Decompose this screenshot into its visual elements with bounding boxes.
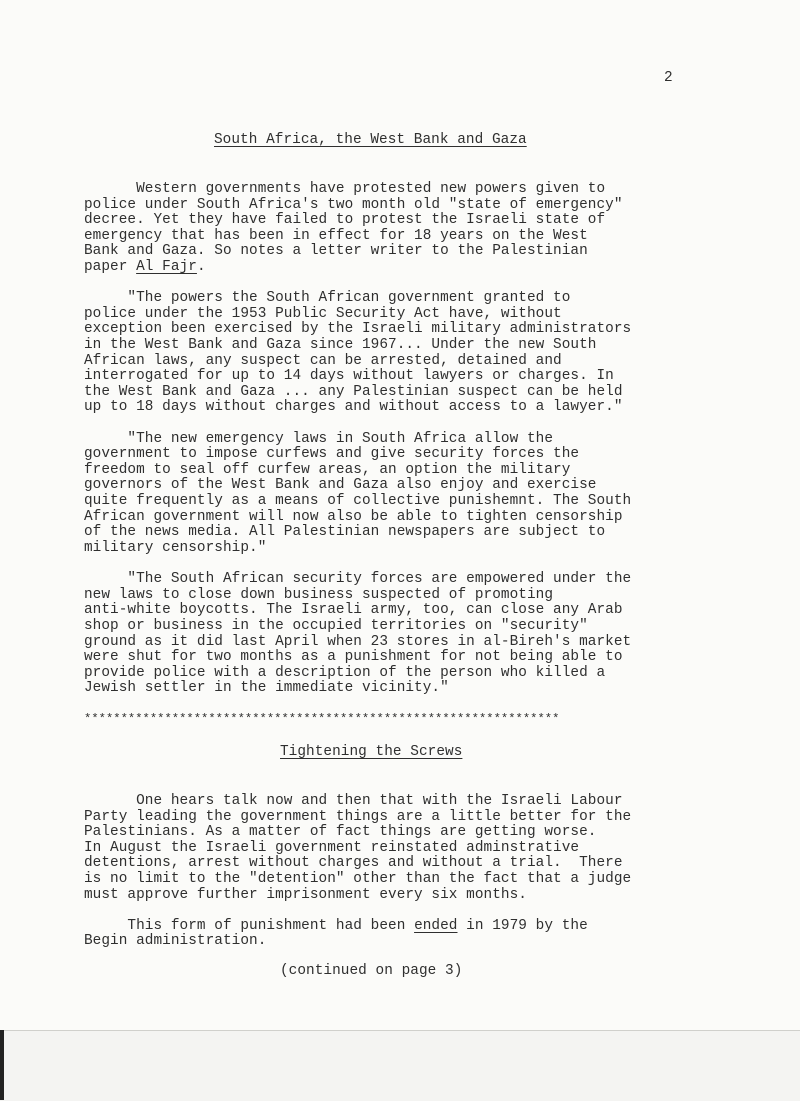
text-line: In August the Israeli government reinstated adminstrative: [84, 840, 580, 856]
text-line: police under South Africa's two month old "state of emergency": [84, 197, 623, 213]
text-line: exception been exercised by the Israeli military administrators: [84, 321, 632, 337]
underlined-word: ended: [414, 918, 458, 934]
text-line: detentions, arrest without charges and without a trial. There: [84, 855, 623, 871]
asterisk-separator: *****************************************************************: [84, 712, 560, 726]
scan-background: [0, 1030, 800, 1101]
text-fragment: This form of punishment had been: [84, 918, 415, 934]
text-line: new laws to close down business suspected of promoting: [84, 587, 554, 603]
text-line: Begin administration.: [84, 933, 267, 949]
text-line: "The new emergency laws in South Africa allow the: [84, 431, 554, 447]
text-line: governors of the West Bank and Gaza also enjoy and exercise: [84, 477, 597, 493]
article-title-tightening-screws: Tightening the Screws: [280, 744, 463, 760]
text-line: the West Bank and Gaza ... any Palestinian suspect can be held: [84, 384, 623, 400]
continued-note: (continued on page 3): [280, 963, 463, 979]
text-line: freedom to seal off curfew areas, an option the military: [84, 462, 571, 478]
article-title-south-africa: South Africa, the West Bank and Gaza: [214, 132, 527, 148]
text-line: shop or business in the occupied territories on "security": [84, 618, 588, 634]
page-number: 2: [664, 70, 673, 86]
text-line: in the West Bank and Gaza since 1967... Under the new South: [84, 337, 597, 353]
text-line: up to 18 days without charges and without access to a lawyer.": [84, 399, 623, 415]
text-line: Bank and Gaza. So notes a letter writer to the Palestinian: [84, 243, 588, 259]
text-line: quite frequently as a means of collective punishemnt. The South: [84, 493, 632, 509]
text-line: decree. Yet they have failed to protest the Israeli state of: [84, 212, 606, 228]
text-line: police under the 1953 Public Security Act have, without: [84, 306, 562, 322]
text-line: Party leading the government things are a little better for the: [84, 809, 632, 825]
newspaper-name: Al Fajr: [136, 259, 197, 275]
text-line: Western governments have protested new powers given to: [84, 181, 606, 197]
text-fragment: paper: [84, 259, 137, 275]
text-line: anti-white boycotts. The Israeli army, too, can close any Arab: [84, 602, 623, 618]
text-line: [84, 260, 206, 276]
text-line: were shut for two months as a punishment for not being able to: [84, 649, 623, 665]
text-line: of the news media. All Palestinian newspapers are subject to: [84, 524, 606, 540]
text-fragment: in 1979 by the: [457, 918, 588, 934]
text-line: ground as it did last April when 23 stores in al-Bireh's market: [84, 634, 632, 650]
text-line: "The powers the South African government granted to: [84, 290, 571, 306]
text-line: One hears talk now and then that with the Israeli Labour: [84, 793, 623, 809]
text-fragment: .: [196, 259, 206, 275]
text-line: is no limit to the "detention" other than the fact that a judge: [84, 871, 632, 887]
text-line: must approve further imprisonment every six months.: [84, 887, 527, 903]
text-line: Jewish settler in the immediate vicinity.": [84, 680, 449, 696]
text-line: "The South African security forces are empowered under the: [84, 571, 632, 587]
text-line: African government will now also be able to tighten censorship: [84, 509, 623, 525]
text-line: emergency that has been in effect for 18 years on the West: [84, 228, 588, 244]
text-line: government to impose curfews and give security forces the: [84, 446, 580, 462]
text-line: Palestinians. As a matter of fact things are getting worse.: [84, 824, 597, 840]
text-line: provide police with a description of the person who killed a: [84, 665, 606, 681]
text-line: interrogated for up to 14 days without lawyers or charges. In: [84, 368, 614, 384]
text-line: African laws, any suspect can be arrested, detained and: [84, 353, 562, 369]
scan-edge-mark: [0, 1030, 4, 1100]
text-line: military censorship.": [84, 540, 267, 556]
